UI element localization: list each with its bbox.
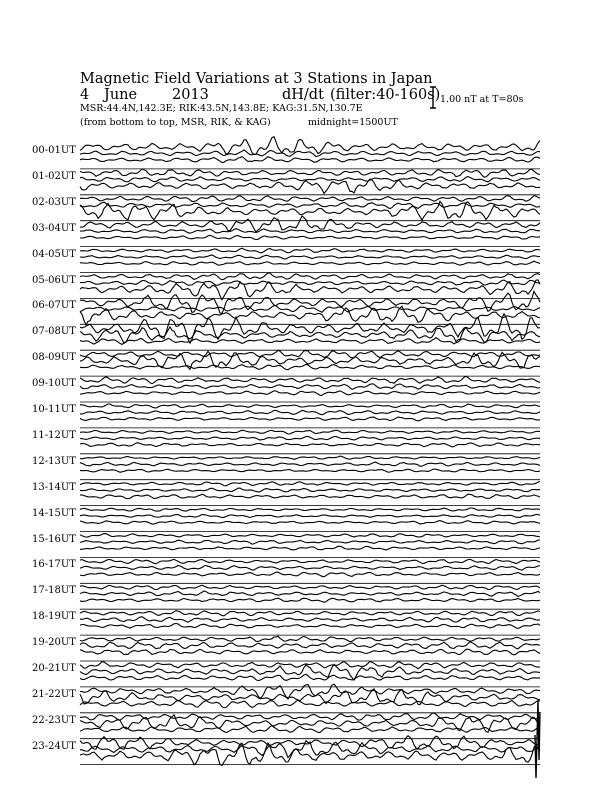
- trace-msr: [80, 201, 540, 220]
- trace-rik: [80, 229, 540, 234]
- row-label: 11-12UT: [32, 429, 76, 441]
- trace-kag: [80, 216, 540, 232]
- row-label: 08-09UT: [32, 352, 76, 364]
- scale-bar: [430, 87, 436, 108]
- trace-msr: [80, 179, 540, 194]
- trace-kag: [80, 636, 540, 642]
- hour-row: [80, 196, 540, 221]
- trace-msr: [80, 743, 540, 765]
- row-label: 21-22UT: [32, 688, 76, 700]
- trace-kag: [80, 169, 540, 177]
- trace-msr: [80, 338, 540, 345]
- trace-kag: [80, 684, 540, 699]
- trace-msr: [80, 726, 540, 733]
- row-label: 03-04UT: [32, 222, 76, 234]
- quantity-label: dH/dt: [282, 87, 324, 103]
- trace-kag: [80, 248, 540, 253]
- row-label: 17-18UT: [32, 585, 76, 597]
- row-label: 19-20UT: [32, 637, 76, 649]
- trace-kag: [80, 482, 540, 486]
- trace-kag: [80, 376, 540, 383]
- trace-rik: [80, 565, 540, 570]
- trace-msr: [80, 572, 540, 577]
- trace-msr: [80, 494, 540, 499]
- row-label: 22-23UT: [32, 714, 76, 726]
- trace-msr: [80, 598, 540, 602]
- hour-row: [80, 314, 540, 351]
- row-label: 10-11UT: [32, 404, 76, 415]
- hour-row: [80, 661, 540, 687]
- hour-row: [80, 636, 540, 661]
- trace-msr: [80, 674, 540, 680]
- station-order-note: (from bottom to top, MSR, RIK, & KAG): [80, 117, 271, 128]
- hour-row: [80, 291, 540, 324]
- date-year: 2013: [172, 87, 209, 103]
- chart-title: Magnetic Field Variations at 3 Stations in Japan: [80, 71, 433, 87]
- trace-rik: [80, 306, 540, 313]
- hour-row: [80, 736, 540, 766]
- trace-rik: [80, 384, 540, 390]
- trace-rik: [80, 177, 540, 182]
- hour-row: [80, 273, 540, 300]
- trace-kag: [80, 314, 540, 344]
- trace-msr: [80, 235, 540, 239]
- row-label: 00-01UT: [32, 145, 76, 156]
- hour-row: [80, 684, 540, 713]
- hour-row: [80, 430, 540, 454]
- trace-msr: [80, 469, 540, 472]
- trace-rik: [80, 436, 540, 440]
- trace-msr: [80, 157, 540, 163]
- row-label: 09-10UT: [32, 378, 76, 390]
- trace-kag: [80, 611, 540, 616]
- trace-rik: [80, 540, 540, 544]
- hour-row: [80, 482, 540, 506]
- trace-kag: [80, 430, 540, 434]
- trace-msr: [80, 261, 540, 265]
- trace-kag: [80, 273, 540, 280]
- trace-rik: [80, 462, 540, 466]
- trace-msr: [80, 649, 540, 655]
- trace-msr: [80, 521, 540, 525]
- row-label: 15-16UT: [32, 533, 76, 545]
- trace-rik: [80, 591, 540, 596]
- row-label: 14-15UT: [32, 507, 76, 519]
- row-label: 12-13UT: [32, 455, 76, 467]
- trace-rik: [80, 150, 540, 157]
- hour-row: [80, 404, 540, 428]
- midnight-note: midnight=1500UT: [308, 117, 398, 128]
- trace-rik: [80, 617, 540, 623]
- hour-row: [80, 713, 540, 739]
- trace-msr: [80, 624, 540, 629]
- row-label: 13-14UT: [32, 481, 76, 493]
- row-label: 23-24UT: [32, 740, 76, 752]
- trace-kag: [80, 350, 540, 358]
- trace-msr: [80, 700, 540, 707]
- hour-row: [80, 508, 540, 532]
- row-label: 16-17UT: [32, 559, 76, 571]
- row-label: 07-08UT: [32, 326, 76, 338]
- hour-row: [80, 456, 540, 480]
- date-month: June: [104, 87, 138, 103]
- trace-rik: [80, 410, 540, 414]
- trace-msr: [80, 443, 540, 447]
- trace-msr: [80, 391, 540, 396]
- trace-msr: [80, 417, 540, 421]
- hour-row: [80, 585, 540, 609]
- trace-kag: [80, 456, 540, 459]
- row-label: 05-06UT: [32, 274, 76, 286]
- row-label: 01-02UT: [32, 170, 76, 182]
- trace-msr: [80, 546, 540, 550]
- row-label: 18-19UT: [32, 611, 76, 623]
- trace-rik: [80, 488, 540, 492]
- trace-kag: [80, 404, 540, 408]
- end-spike: [535, 700, 540, 778]
- hour-row: [80, 376, 540, 402]
- row-label: 02-03UT: [32, 196, 76, 208]
- trace-kag: [80, 534, 540, 538]
- hour-row: [80, 137, 540, 169]
- trace-rik: [80, 255, 540, 259]
- trace-msr: [80, 364, 540, 369]
- row-label: 06-07UT: [32, 300, 76, 312]
- filter-label: (filter:40-160s): [330, 87, 441, 103]
- trace-kag: [80, 508, 540, 511]
- row-label: 20-21UT: [32, 663, 76, 674]
- trace-kag: [80, 585, 540, 590]
- hour-row: [80, 350, 540, 376]
- hour-row: [80, 534, 540, 558]
- scale-bar-label: 1.00 nT at T=80s: [440, 94, 524, 105]
- hour-row: [80, 611, 540, 635]
- hour-row: [80, 559, 540, 583]
- date-day: 4: [80, 87, 90, 103]
- trace-rik: [80, 514, 540, 517]
- trace-kag: [80, 196, 540, 202]
- trace-rik: [80, 642, 540, 649]
- station-coordinates: MSR:44.4N,142.3E; RIK:43.5N,143.8E; KAG:31.5N,130.7E: [80, 103, 363, 114]
- hour-row: [80, 169, 540, 195]
- trace-kag: [80, 559, 540, 563]
- hour-row: [80, 248, 540, 272]
- row-label: 04-05UT: [32, 248, 76, 260]
- trace-rik: [80, 280, 540, 285]
